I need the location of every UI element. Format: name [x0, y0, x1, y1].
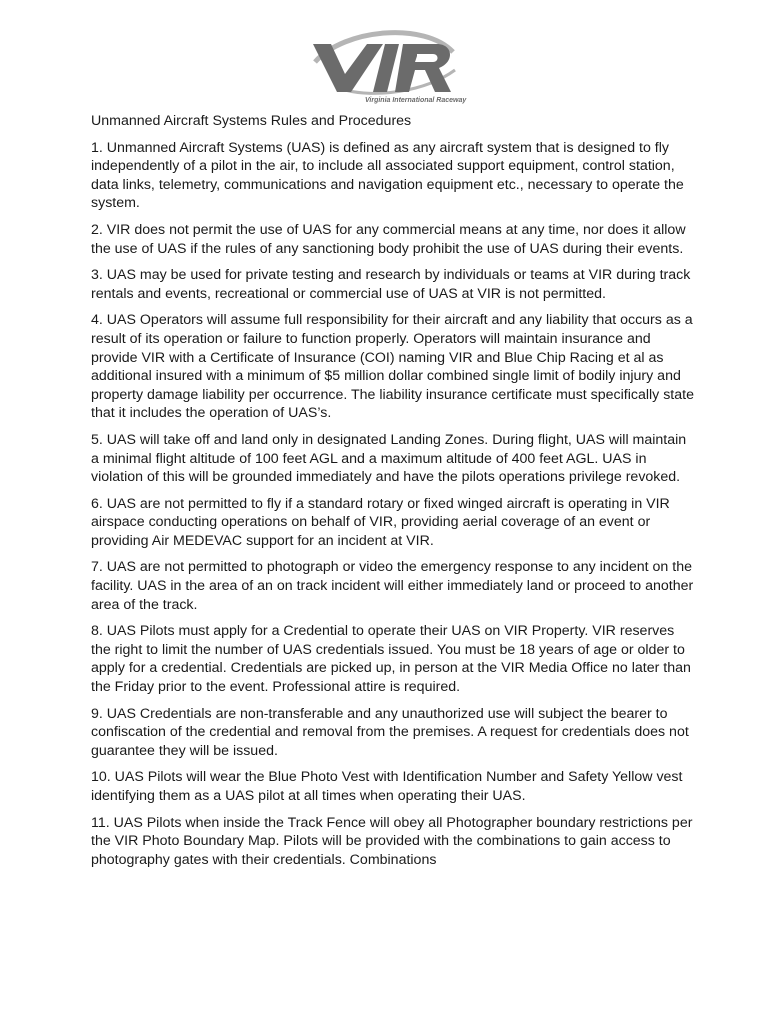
logo-letter-v [313, 44, 383, 92]
rule-paragraph-3: 3. UAS may be used for private testing and research by individuals or teams at VIR during track rentals and events, recreational or commercial use of UAS at VIR is not permitted. [91, 267, 691, 302]
logo-tagline: Virginia International Raceway [365, 97, 467, 104]
rule-paragraph-2: 2. VIR does not permit the use of UAS for any commercial means at any time, nor does it allow the use of UAS if the rules of any sanctioning body prohibit the use of UAS during their events. [91, 221, 686, 257]
rule-paragraph-10: 10. UAS Pilots will wear the Blue Photo Vest with Identification Number and Safety Yellow vest identifying them as a UAS pilot at all times when operating their UAS. [91, 769, 683, 804]
rule-paragraph-6: 6. UAS are not permitted to fly if a standard rotary or fixed winged aircraft is operating in VIR airspace conducting operations on behalf of VIR, providing aerial coverage of an event or providing Air MEDEVAC support for an incident at VIR. [91, 495, 670, 549]
rule-paragraph-5: 5. UAS will take off and land only in designated Landing Zones. During flight, UAS will maintain a minimal flight altitude of 100 feet AGL and a maximum altitude of 400 feet AGL. UAS in violation of this will be grounded immediately and have the pilots operations privilege revoked. [91, 431, 687, 486]
rule-paragraph-11: 11. UAS Pilots when inside the Track Fence will obey all Photographer boundary restrictions per the VIR Photo Boundary Map. Pilots will be provided with the combinations to gain access to photography gates with their credentials. Combinations [91, 814, 693, 868]
vir-logo-graphic [305, 22, 473, 104]
vir-logo [305, 22, 473, 104]
rule-paragraph-9: 9. UAS Credentials are non-transferable and any unauthorized use will subject the bearer to confiscation of the credential and removal from the premises. A request for credentials does not guarantee they will be issued. [91, 705, 689, 759]
rule-paragraph-7: 7. UAS are not permitted to photograph or video the emergency response to any incident on the facility. UAS in the area of an on track incident will either immediately land or proceed to another area of the track. [91, 559, 694, 613]
rule-paragraph-1: 1. Unmanned Aircraft Systems (UAS) is defined as any aircraft system that is designed to fly independently of a pilot in the air, to include all associated support equipment, control station, data links, telemetry, communications and navigation equipment etc., necessary to operate the system. [91, 139, 684, 212]
rule-paragraph-8: 8. UAS Pilots must apply for a Credential to operate their UAS on VIR Property. VIR reserves the right to limit the number of UAS credentials issued. You must be 18 years of age or older to apply for a credential. Credentials are picked up, in person at the VIR Media Office no later than the Friday prior to the event. Professional attire is required. [91, 623, 691, 696]
document-title: Unmanned Aircraft Systems Rules and Procedures [91, 113, 412, 129]
rule-paragraph-4: 4. UAS Operators will assume full responsibility for their aircraft and any liability that occurs as a result of its operation or failure to function properly. Operators will maintain insurance and provide VIR with a Certificate of Insurance (COI) naming VIR and Blue Chip Racing et al as additional insured with a minimum of $5 million dollar combined single limit of bodily injury and property damage liability per occurrence. The liability insurance certificate must specifically state that it includes the operation of UAS’s. [91, 312, 694, 422]
document-body [91, 112, 695, 877]
